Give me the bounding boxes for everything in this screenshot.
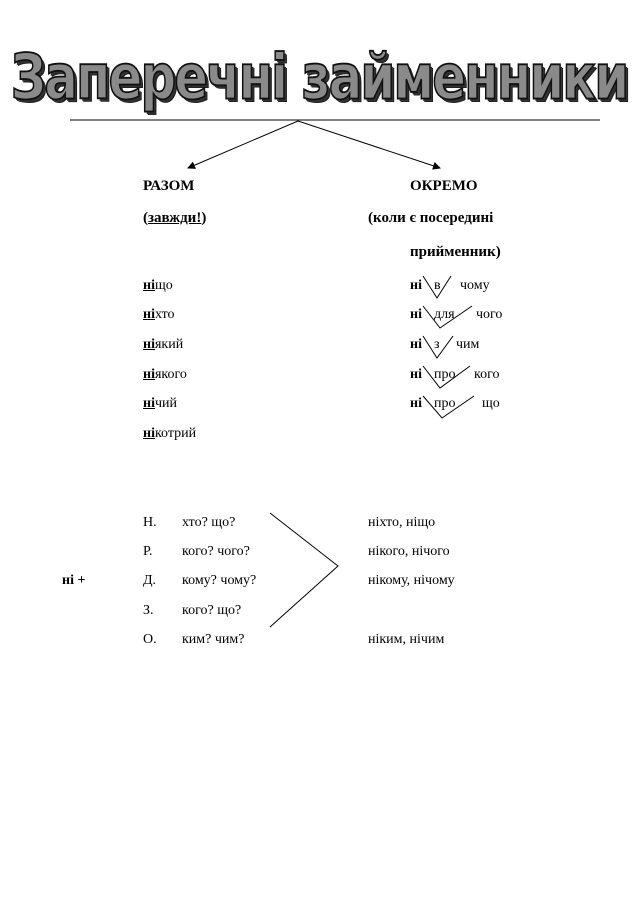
right-ni: ні xyxy=(410,396,422,411)
left-heading: РАЗОМ xyxy=(143,178,195,194)
right-prep: про xyxy=(434,396,456,411)
right-word: чому xyxy=(460,278,490,293)
right-prep: з xyxy=(434,337,440,352)
right-heading: ОКРЕМО xyxy=(410,178,478,194)
right-ni: ні xyxy=(410,278,422,293)
case-question: кого? чого? xyxy=(182,544,250,559)
case-abbr: Д. xyxy=(143,573,157,588)
arrow-right xyxy=(298,121,440,168)
case-answer: нікому, нічому xyxy=(368,573,455,588)
right-prep: для xyxy=(434,307,455,322)
right-word: кого xyxy=(474,367,500,382)
right-prep: в xyxy=(434,278,441,293)
case-bracket xyxy=(270,513,338,627)
arrow-left xyxy=(188,121,298,168)
case-abbr: З. xyxy=(143,603,154,618)
right-word: чого xyxy=(476,307,503,322)
ni-plus-label: ні + xyxy=(62,573,86,588)
left-note: (завжди!) xyxy=(143,210,207,226)
right-ni: ні xyxy=(410,367,422,382)
left-word: ніхто xyxy=(143,307,175,322)
right-ni: ні xyxy=(410,307,422,322)
right-word: що xyxy=(482,396,500,411)
case-abbr: Р. xyxy=(143,544,153,559)
page-title: Заперечні займенники xyxy=(10,40,628,114)
case-question: ким? чим? xyxy=(182,632,245,647)
left-word: нічий xyxy=(143,396,177,411)
case-question: хто? що? xyxy=(182,515,236,530)
right-note-line2: прийменник) xyxy=(410,244,501,260)
left-word: ніякий xyxy=(143,337,184,352)
right-word: чим xyxy=(456,337,480,352)
case-answer: нікого, нічого xyxy=(368,544,450,559)
left-word: ніщо xyxy=(143,278,173,293)
case-abbr: Н. xyxy=(143,515,157,530)
left-word: ніякого xyxy=(143,367,187,382)
case-question: кому? чому? xyxy=(182,573,257,588)
right-prep: про xyxy=(434,367,456,382)
case-question: кого? що? xyxy=(182,603,242,618)
case-abbr: О. xyxy=(143,632,157,647)
case-answer: ніким, нічим xyxy=(368,632,445,647)
right-note-line1: (коли є посередині xyxy=(368,210,494,226)
left-word: нікотрий xyxy=(143,426,197,441)
right-ni: ні xyxy=(410,337,422,352)
case-answer: ніхто, ніщо xyxy=(368,515,436,530)
